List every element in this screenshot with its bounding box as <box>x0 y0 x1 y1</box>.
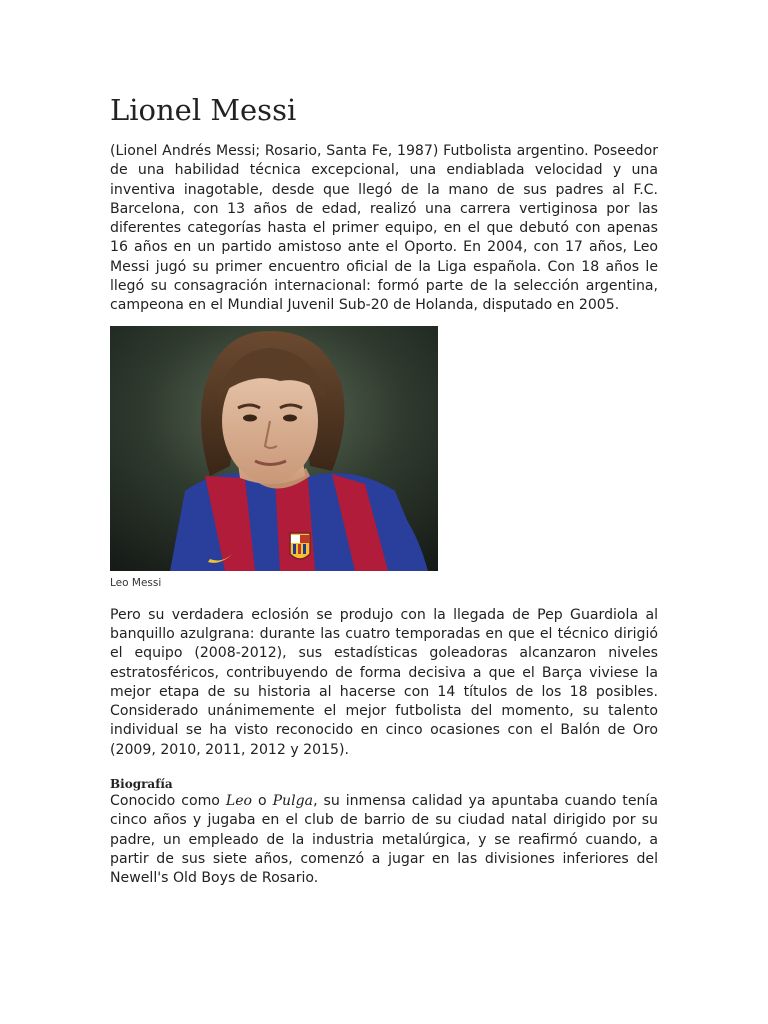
intro-paragraph: (Lionel Andrés Messi; Rosario, Santa Fe, 1987) Futbolista argentino. Poseedor de una habilidad técnica excepcional, una endiablada velocidad y una inventiva inagotable, desde que llegó de la mano de sus padres al F.C. Barcelona, con 13 años de edad, realizó una carrera vertiginosa por las diferentes categorías hasta el primer equipo, en el que debutó con apenas 16 años en un partido amistoso ante el Oporto. En 2004, con 17 años, Leo Messi jugó su primer encuentro oficial de la Liga española. Con 18 años le llegó su consagración internacional: formó parte de la selección argentina, campeona en el Mundial Juvenil Sub-20 de Holanda, disputado en 2005. <box>110 143 658 314</box>
biography-paragraph <box>110 792 658 888</box>
biography-text-rest: , su inmensa calidad ya apuntaba cuando tenía cinco años y jugaba en el club de barrio de su ciudad natal dirigido por su padre, un empleado de la industria metalúrgica, y se reafirmó cuando, a partir de sus siete años, comenzó a jugar en las divisiones inferiores del Newell's Old Boys de Rosario. <box>110 793 658 887</box>
second-paragraph: Pero su verdadera eclosión se produjo con la llegada de Pep Guardiola al banquillo azulgrana: durante las cuatro temporadas en que el técnico dirigió el equipo (2008-2012), sus estadísticas goleadoras alcanzaron niveles estratosféricos, contribuyendo de forma decisiva a que el Barça viviese la mejor etapa de su historia al hacerse con 14 títulos de los 18 posibles. Considerado unánimemente el mejor futbolista del momento, su talento individual se ha visto reconocido en cinco ocasiones con el Balón de Oro (2009, 2010, 2011, 2012 y 2015). <box>110 606 658 758</box>
article <box>110 88 658 889</box>
nickname-leo: Leo <box>225 793 253 810</box>
nickname-pulga: Pulga <box>272 793 314 810</box>
figure-caption: Leo Messi <box>110 576 162 589</box>
page-title: Lionel Messi <box>110 93 297 127</box>
figure <box>110 326 658 590</box>
biography-text-start: Conocido como <box>110 793 226 810</box>
biography-text-or: o <box>252 793 273 810</box>
player-photo <box>110 326 438 571</box>
biography-heading: Biografía <box>110 777 173 792</box>
